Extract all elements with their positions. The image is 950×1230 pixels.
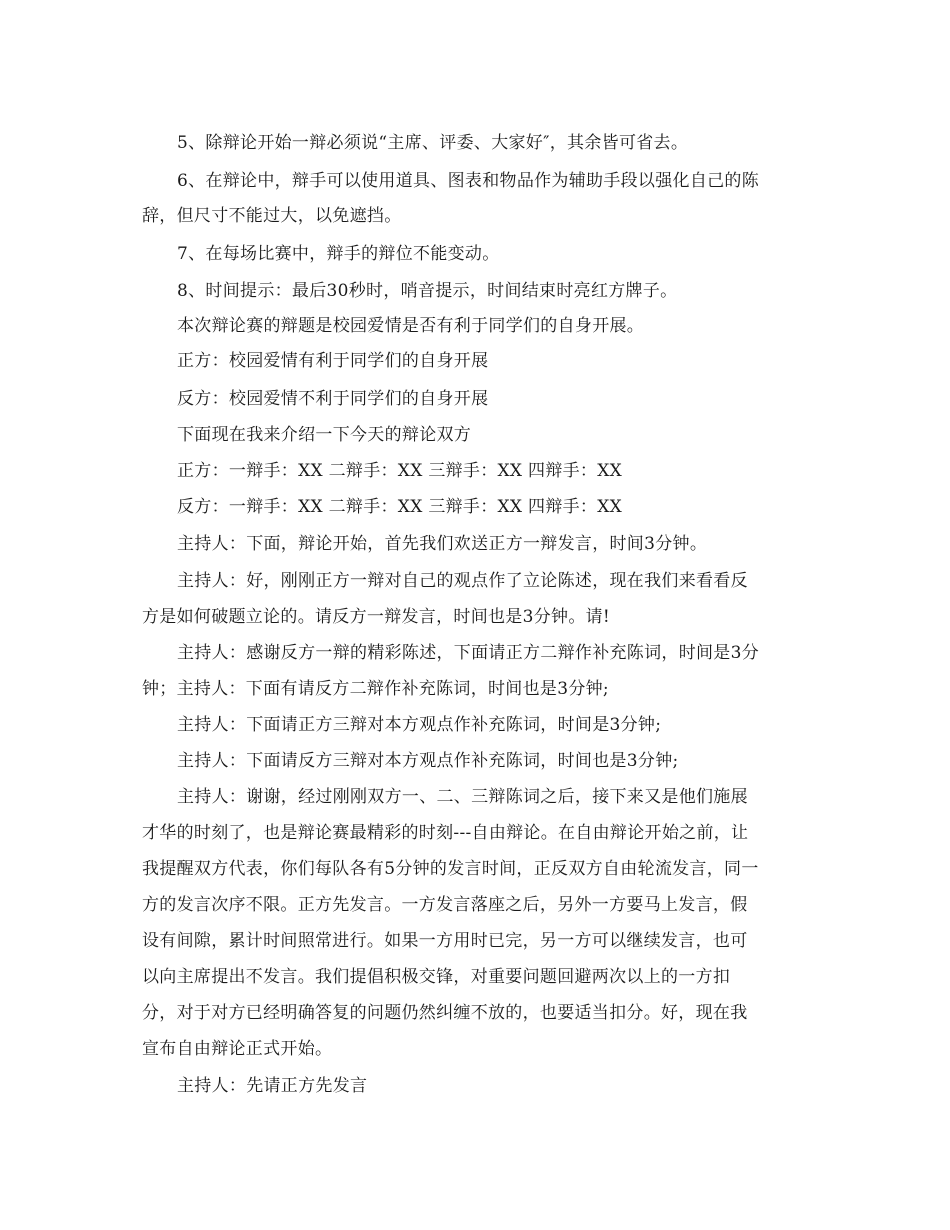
host-second-speaker-line-2: 钟；主持人：下面有请反方二辩作补充陈词，时间也是3分钟;: [142, 679, 609, 699]
rule-6-line-1: 6、在辩论中，辩手可以使用道具、图表和物品作为辅助手段以强化自己的陈: [177, 171, 760, 191]
rule-7-line: 7、在每场比赛中，辩手的辩位不能变动。: [177, 244, 500, 264]
rule-8-line: 8、时间提示：最后30秒时，哨音提示，时间结束时亮红方牌子。: [177, 281, 678, 301]
free-debate-line-5: 设有间隙，累计时间照常进行。如果一方用时已完，另一方可以继续发言，也可: [142, 931, 748, 951]
host-first-rebuttal-line-1: 主持人：好，刚刚正方一辩对自己的观点作了立论陈述，现在我们来看看反: [177, 571, 748, 591]
affirmative-position-line: 正方：校园爱情有利于同学们的自身开展: [177, 351, 489, 371]
host-third-negative-line: 主持人：下面请反方三辩对本方观点作补充陈词，时间也是3分钟;: [177, 751, 679, 771]
free-debate-line-4: 方的发言次序不限。正方先发言。一方发言落座之后，另外一方要马上发言，假: [142, 895, 748, 915]
host-invite-affirmative-line: 主持人：先请正方先发言: [177, 1076, 368, 1096]
free-debate-line-6: 以向主席提出不发言。我们提倡积极交锋，对重要问题回避两次以上的一方扣: [142, 967, 731, 987]
debate-topic-line: 本次辩论赛的辩题是校园爱情是否有利于同学们的自身开展。: [177, 316, 645, 336]
free-debate-line-7: 分，对于对方已经明确答复的问题仍然纠缠不放的，也要适当扣分。好，现在我: [142, 1003, 748, 1023]
introduction-line: 下面现在我来介绍一下今天的辩论双方: [177, 425, 472, 445]
host-opening-line: 主持人：下面，辩论开始，首先我们欢送正方一辩发言，时间3分钟。: [177, 534, 708, 554]
free-debate-line-8: 宣布自由辩论正式开始。: [142, 1039, 333, 1059]
host-third-affirmative-line: 主持人：下面请正方三辩对本方观点作补充陈词，时间是3分钟;: [177, 715, 662, 735]
free-debate-line-1: 主持人：谢谢，经过刚刚双方一、二、三辩陈词之后，接下来又是他们施展: [177, 787, 748, 807]
affirmative-debaters-line: 正方：一辩手：XX 二辩手：XX 三辩手：XX 四辩手：XX: [177, 461, 623, 481]
negative-position-line: 反方：校园爱情不利于同学们的自身开展: [177, 389, 489, 409]
rule-6-line-2: 辞，但尺寸不能过大，以免遮挡。: [142, 206, 402, 226]
host-second-speaker-line-1: 主持人：感谢反方一辩的精彩陈述，下面请正方二辩作补充陈词，时间是3分: [177, 643, 760, 663]
free-debate-line-3: 我提醒双方代表，你们每队各有5分钟的发言时间，正反双方自由轮流发言，同一: [142, 859, 759, 879]
rule-5-line: 5、除辩论开始一辩必须说“主席、评委、大家好″，其余皆可省去。: [177, 133, 689, 153]
host-first-rebuttal-line-2: 方是如何破题立论的。请反方一辩发言，时间也是3分钟。请!: [142, 607, 611, 627]
free-debate-line-2: 才华的时刻了，也是辩论赛最精彩的时刻---自由辩论。在自由辩论开始之前，让: [142, 823, 749, 843]
negative-debaters-line: 反方：一辩手：XX 二辩手：XX 三辩手：XX 四辩手：XX: [177, 497, 623, 517]
